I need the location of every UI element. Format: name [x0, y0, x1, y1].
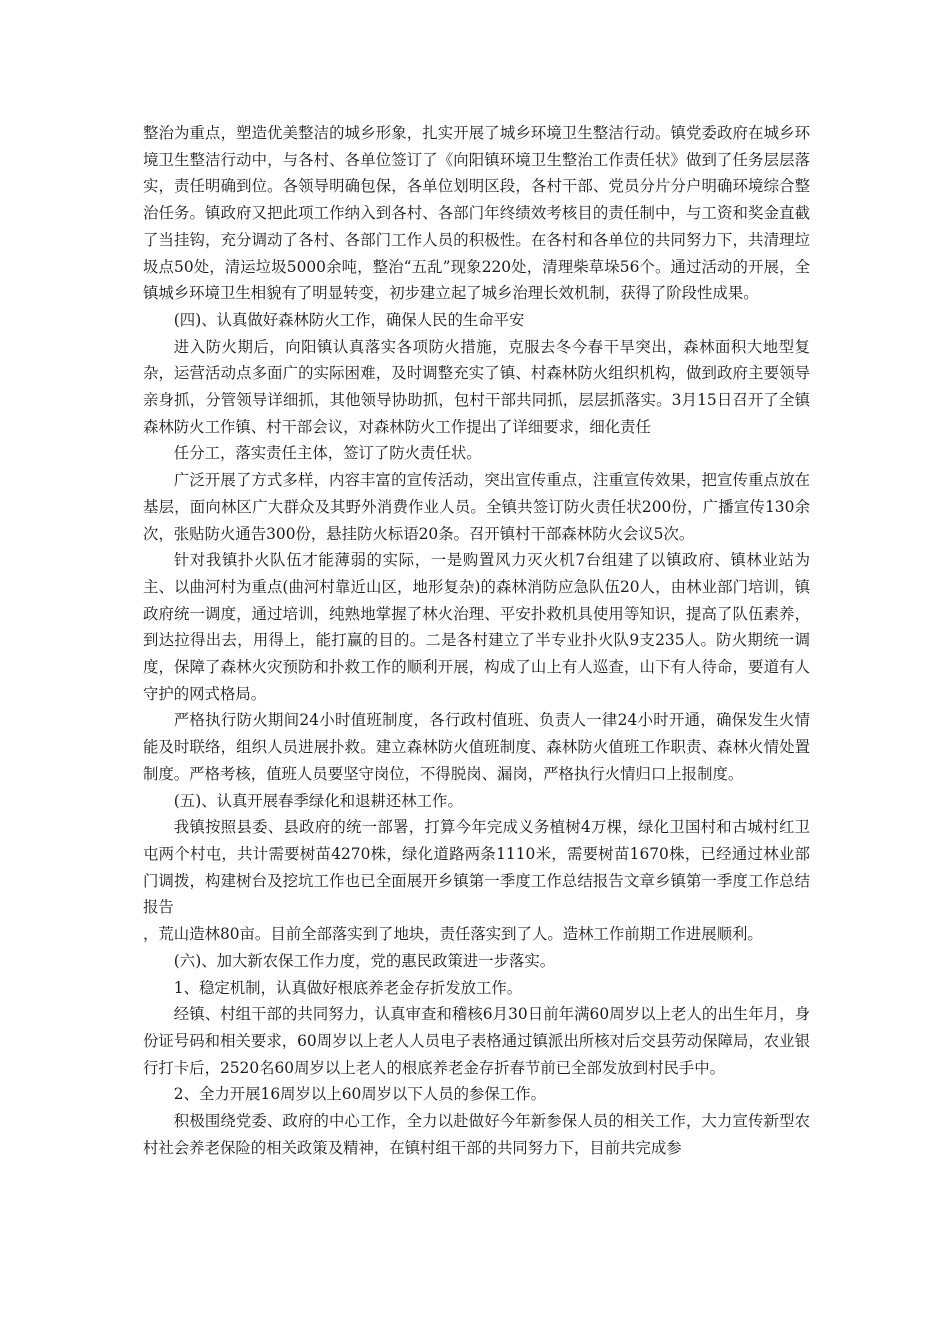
paragraph-afforestation: ，荒山造林80亩。目前全部落实到了地块，责任落实到了人。造林工作前期工作进展顺利。 — [143, 925, 763, 944]
subheading-pension-passbook: 1、稳定机制，认真做好根底养老金存折发放工作。 — [173, 978, 523, 997]
paragraph-firefighting-team: 针对我镇扑火队伍才能薄弱的实际，一是购置风力灭火机7台组建了以镇政府、镇林业站为主、以曲河村为重点(曲河村靠近山区，地形复杂)的森林消防应急队伍20人，由林业部门培训，镇政府统一调度，通过培训，纯熟地掌握了林火治理、平安扑救机具使用等知识，提高了队伍素养，到达拉得出去，用得上，能打赢的目的。二是各村建立了半专业扑火队9支235人。防火期统一调度，保障了森林火灾预防和扑救工作的顺利开展，构成了山上有人巡查，山下有人待命，要道有人守护的网式格局。 — [143, 551, 810, 703]
heading-forest-fire-prevention: (四)、认真做好森林防火工作，确保人民的生命平安 — [173, 310, 525, 329]
paragraph-fire-measures: 进入防火期后，向阳镇认真落实各项防火措施，克服去冬今春干旱突出，森林面积大地型复杂，运营活动点多面广的实际困难，及时调整充实了镇、村森林防火组织机构，做到政府主要领导亲身抓，分管领导详细抓，其他领导协助抓，包村干部共同抓，层层抓落实。3月15日召开了全镇森林防火工作镇、村干部会议，对森林防火工作提出了详细要求，细化责任 — [143, 337, 810, 436]
document-body — [143, 120, 810, 1161]
paragraph-tree-planting: 我镇按照县委、县政府的统一部署，打算今年完成义务植树4万棵，绿化卫国村和古城村红卫屯两个村屯，共计需要树苗4270株，绿化道路两条1110米，需要树苗1670株，已经通过林业部门调拨，构建树台及挖坑工作也已全面展开乡镇第一季度工作总结报告文章乡镇第一季度工作总结报告 — [143, 818, 810, 917]
paragraph-environment-summary: 整治为重点，塑造优美整洁的城乡形象，扎实开展了城乡环境卫生整洁行动。镇党委政府在城乡环境卫生整洁行动中，与各村、各单位签订了《向阳镇环境卫生整治工作责任状》做到了任务层层落实，责任明确到位。各领导明确包保，各单位划明区段，各村干部、党员分片分户明确环境综合整治任务。镇政府又把此项工作纳入到各村、各部门年终绩效考核目的责任制中，与工资和奖金直截了当挂钩，充分调动了各村、各部门工作人员的积极性。在各村和各单位的共同努力下，共清理垃圾点50处，清运垃圾5000余吨，整治“五乱”现象220处，清理柴草垛56个。通过活动的开展，全镇城乡环境卫生相貌有了明显转变，初步建立起了城乡治理长效机制，获得了阶段性成果。 — [143, 124, 810, 303]
paragraph-pension-review: 经镇、村组干部的共同努力，认真审查和稽核6月30日前年满60周岁以上老人的出生年月，身份证号码和相关要求，60周岁以上老人人员电子表格通过镇派出所核对后交县劳动保障局，农业银行打卡后，2520名60周岁以上老人的根底养老金存折春节前已全部发放到村民手中。 — [143, 1005, 810, 1077]
heading-new-rural-insurance: (六)、加大新农保工作力度，党的惠民政策进一步落实。 — [173, 951, 556, 970]
paragraph-enrollment-work: 积极围绕党委、政府的中心工作，全力以赴做好今年新参保人员的相关工作，大力宣传新型农村社会养老保险的相关政策及精神，在镇村组干部的共同努力下，目前共完成参 — [143, 1112, 810, 1157]
paragraph-publicity: 广泛开展了方式多样，内容丰富的宣传活动，突出宣传重点，注重宣传效果，把宣传重点放在基层，面向林区广大群众及其野外消费作业人员。全镇共签订防火责任状200份，广播宣传130余次，张贴防火通告300份，悬挂防火标语20条。召开镇村干部森林防火会议5次。 — [143, 471, 810, 543]
subheading-enrollment: 2、全力开展16周岁以上60周岁以下人员的参保工作。 — [173, 1085, 546, 1104]
paragraph-responsibility: 任分工，落实责任主体，签订了防火责任状。 — [173, 444, 482, 463]
paragraph-duty-system: 严格执行防火期间24小时值班制度，各行政村值班、负责人一律24小时开通，确保发生火情能及时联络，组织人员进展扑救。建立森林防火值班制度、森林防火值班工作职责、森林火情处置制度。严格考核，值班人员要坚守岗位，不得脱岗、漏岗，严格执行火情归口上报制度。 — [143, 711, 810, 783]
heading-spring-greening: (五)、认真开展春季绿化和退耕还林工作。 — [173, 791, 463, 810]
